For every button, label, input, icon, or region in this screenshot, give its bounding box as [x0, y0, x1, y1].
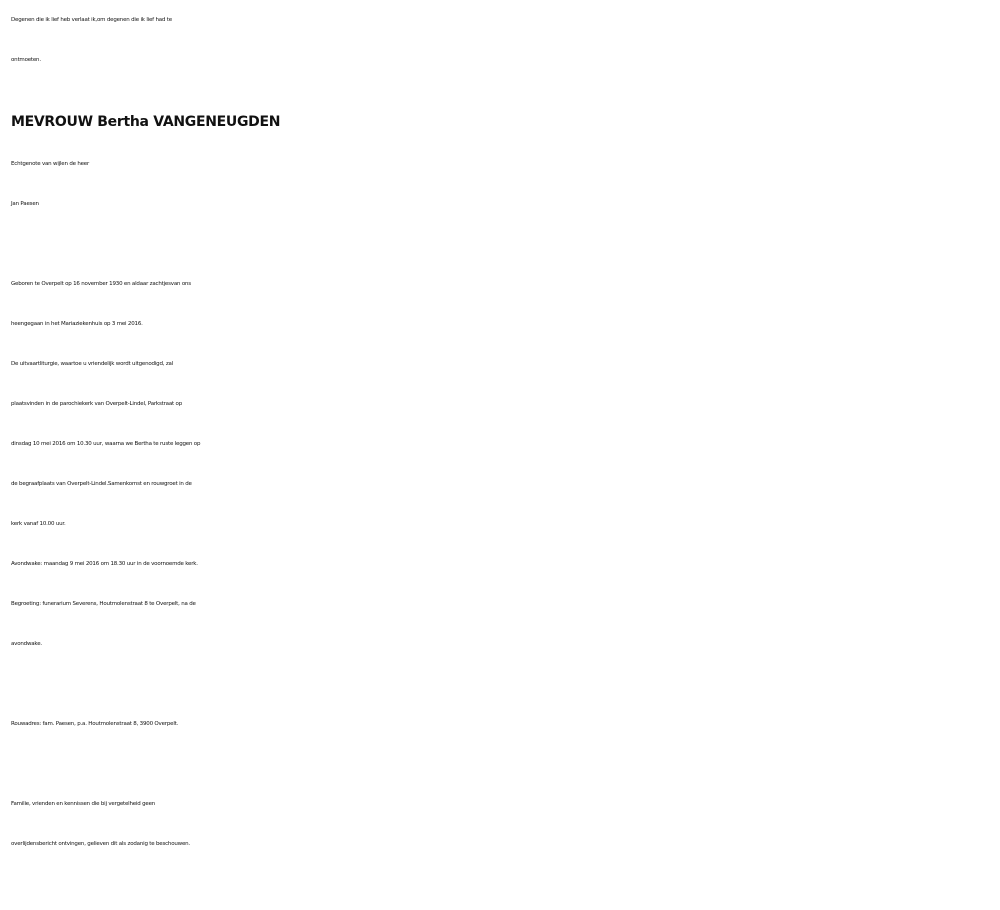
body-line-6: de begraafplaats van Overpelt-Lindel.Samenkomst en rouwgroet in de: [11, 481, 192, 487]
spouse-line-2: Jan Paesen: [11, 201, 39, 207]
body-line-7: kerk vanaf 10.00 uur.: [11, 521, 66, 527]
body-line-3: De uitvaartliturgie, waartoe u vriendelijk wordt uitgenodigd, zal: [11, 361, 174, 367]
epigraph-line-2: ontmoeten.: [11, 57, 41, 63]
body-line-8: Avondwake: maandag 9 mei 2016 om 18.30 uur in de voornoemde kerk.: [11, 561, 198, 567]
deceased-name: MEVROUW Bertha VANGENEUGDEN: [11, 114, 281, 130]
closing-line-1: Familie, vrienden en kennissen die bij vergetelheid geen: [11, 801, 156, 807]
body-line-5: dinsdag 10 mei 2016 om 10.30 uur, waarna we Bertha te ruste leggen op: [11, 441, 201, 447]
closing-text: [11, 784, 996, 864]
body-line-2: heengegaan in het Mariaziekenhuis op 3 mei 2016.: [11, 321, 143, 327]
spouse-info: [11, 144, 996, 224]
obituary-notice: [11, 0, 996, 864]
closing-line-2: overlijdensbericht ontvingen, gelieven dit als zodanig te beschouwen.: [11, 841, 190, 847]
spouse-line-1: Echtgenote van wijlen de heer: [11, 161, 90, 167]
mourning-address: Rouwadres: fam. Paesen, p.a. Houtmolenstraat 8, 3900 Overpelt.: [11, 721, 179, 727]
body-line-1: Geboren te Overpelt op 16 november 1930 en aldaar zachtjesvan ons: [11, 281, 191, 287]
body-line-4: plaatsvinden in de parochiekerk van Overpelt-Lindel, Parkstraat op: [11, 401, 182, 407]
body-line-9: Begroeting: funerarium Severens, Houtmolenstraat 8 te Overpelt, na de: [11, 601, 196, 607]
body-text: [11, 264, 996, 664]
epigraph: [11, 0, 996, 80]
body-line-10: avondwake.: [11, 641, 42, 647]
epigraph-line-1: Degenen die ik lief heb verlaat ik,om degenen die ik lief had te: [11, 17, 172, 23]
